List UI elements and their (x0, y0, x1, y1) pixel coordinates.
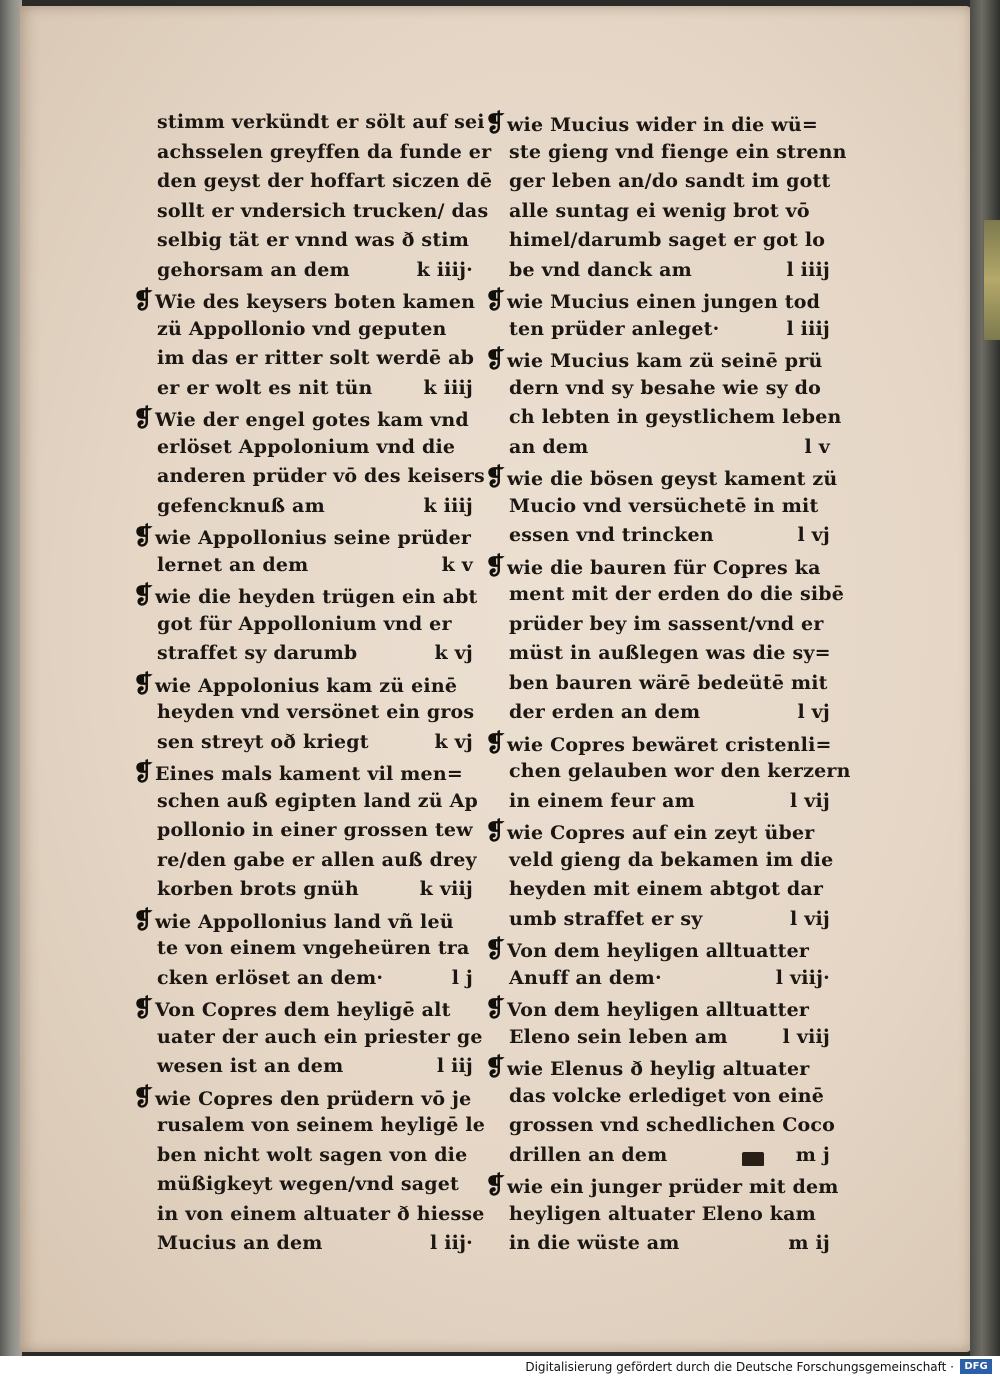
folio-reference: l vij (790, 907, 830, 930)
text-line (133, 256, 473, 286)
folio-reference: l v (804, 435, 830, 458)
text-line (485, 639, 830, 669)
text-line (485, 787, 830, 817)
line-text: dern vnd sy besahe wie sy do (509, 376, 822, 399)
text-line (485, 993, 830, 1023)
line-text: in die wüste am (509, 1232, 680, 1254)
line-text: te von einem vngeheüren tra (157, 937, 470, 959)
text-line (133, 433, 473, 463)
folio-reference: l viij· (775, 966, 830, 989)
line-text: ment mit der erden do die sibē (509, 583, 845, 605)
text-line (485, 492, 830, 522)
text-line (133, 875, 473, 905)
line-text: wie Copres den prüdern vō je (155, 1087, 472, 1110)
text-line (133, 1052, 473, 1082)
line-text: Eines mals kament vil men= (155, 763, 463, 785)
line-text: korben brots gnüh (157, 878, 359, 900)
text-line (485, 403, 842, 433)
text-line (133, 1229, 473, 1259)
text-line (485, 462, 838, 492)
line-text: wie Copres auf ein zeyt über (507, 822, 815, 844)
text-line (133, 698, 473, 728)
text-line (133, 403, 473, 433)
text-line (133, 551, 473, 581)
page-edge (970, 0, 1000, 1356)
pilcrow-icon: ❡ (485, 344, 506, 373)
text-line (133, 462, 485, 492)
text-line (485, 551, 830, 581)
folio-reference: k iiij (423, 494, 473, 517)
line-text: wie Mucius wider in die wü= (507, 114, 818, 136)
line-text: wie Mucius kam zü seinē prü (507, 350, 823, 372)
text-line (485, 138, 847, 168)
pilcrow-icon: ❡ (485, 993, 506, 1022)
text-line (133, 846, 477, 876)
text-line (133, 1200, 485, 1230)
text-line (485, 1141, 830, 1171)
text-line (485, 698, 830, 728)
line-text: wie die heyden trügen ein abt (155, 586, 478, 608)
line-text: Von dem heyligen alltuatter (507, 940, 810, 962)
pilcrow-icon: ❡ (485, 285, 506, 314)
folio-reference: k iiij (423, 376, 473, 399)
text-line (485, 1082, 830, 1112)
line-text: achsselen greyffen da funde er (157, 140, 492, 163)
line-text: Von Copres dem heyligē alt (155, 999, 451, 1021)
line-text: Mucio vnd versüchetē in mit (509, 494, 819, 517)
line-text: himel/darumb saget er got lo (509, 229, 826, 251)
line-text: wie Elenus ð heylig altuater (507, 1058, 810, 1080)
line-text: lernet an dem (157, 553, 309, 576)
folio-reference: m j (795, 1143, 830, 1166)
folio-reference: l iiij (786, 317, 830, 340)
pilcrow-icon: ❡ (485, 816, 506, 845)
line-text: wie ein junger prüder mit dem (507, 1176, 839, 1198)
line-text: heyden mit einem abtgot dar (509, 878, 824, 900)
line-text: stimm verkündt er sölt auf sei (157, 111, 485, 133)
text-line (133, 639, 473, 669)
folio-reference: l iij· (430, 1232, 473, 1254)
pilcrow-icon: ❡ (133, 285, 154, 314)
book-binding (0, 0, 22, 1356)
text-line (485, 580, 845, 610)
line-text: chen gelauben wor den kerzern (509, 760, 851, 782)
text-line (485, 728, 830, 758)
pilcrow-icon: ❡ (133, 580, 154, 609)
line-text: straffet sy darumb (157, 642, 358, 664)
text-line (485, 905, 830, 935)
text-line (133, 905, 473, 935)
line-text: gefencknuß am (157, 494, 325, 517)
text-line (133, 521, 473, 551)
text-line (133, 344, 473, 374)
line-text: müßigkeyt wegen/vnd saget (157, 1173, 460, 1195)
line-text: umb straffet er sy (509, 907, 703, 930)
text-line (485, 846, 834, 876)
line-text: Anuff an dem· (509, 966, 662, 989)
line-text: ten prüder anleget· (509, 317, 720, 340)
folio-reference: m ij (788, 1232, 830, 1254)
line-text: anderen prüder vō des keisers (157, 465, 485, 487)
folio-reference: l j (451, 966, 473, 989)
text-line (485, 1111, 836, 1141)
text-line (485, 610, 830, 640)
text-line (133, 580, 478, 610)
pilcrow-icon: ❡ (485, 550, 506, 580)
text-line (133, 138, 492, 168)
text-line (485, 108, 830, 138)
line-text: Mucius an dem (157, 1232, 323, 1254)
line-text: das volcke erlediget von einē (509, 1084, 825, 1107)
text-line (485, 433, 830, 463)
line-text: wie Mucius einen jungen tod (507, 291, 821, 313)
text-line (133, 669, 473, 699)
text-line (485, 757, 851, 787)
folio-reference: l iiij (786, 258, 830, 281)
text-line (485, 226, 830, 256)
line-text: sollt er vndersich trucken/ das (157, 199, 489, 222)
line-text: ger leben an/do sandt im gott (509, 170, 831, 192)
pilcrow-icon: ❡ (485, 1170, 506, 1199)
text-line (133, 1170, 473, 1200)
line-text: erlöset Appolonium vnd die (157, 435, 456, 458)
line-text: in einem feur am (509, 789, 695, 812)
text-line (485, 669, 830, 699)
line-text: müst in außlegen was die sy= (509, 642, 831, 664)
pilcrow-icon: ❡ (133, 993, 154, 1022)
pilcrow-icon: ❡ (485, 462, 506, 491)
line-text: wie die bauren für Copres ka (507, 556, 821, 579)
line-text: Wie des keysers boten kamen (155, 291, 476, 313)
folio-reference: k viij (419, 878, 473, 900)
text-line (485, 1023, 830, 1053)
pilcrow-icon: ❡ (133, 757, 154, 786)
line-text: der erden an dem (509, 701, 701, 723)
text-line (133, 728, 473, 758)
folio-reference: l vij (790, 789, 830, 812)
text-line (133, 816, 473, 846)
line-text: sen streyt oð kriegt (157, 730, 369, 753)
line-text: rusalem von seinem heyligē le (157, 1114, 486, 1136)
folio-reference: l vj (797, 701, 830, 723)
line-text: wesen ist an dem (157, 1055, 344, 1077)
pilcrow-icon: ❡ (133, 1081, 154, 1111)
text-line (485, 934, 830, 964)
text-line (485, 964, 830, 994)
line-text: zü Appollonio vnd geputen (157, 317, 447, 340)
text-line (485, 197, 830, 227)
text-line (485, 1200, 830, 1230)
text-line (133, 1023, 483, 1053)
text-line (133, 1082, 473, 1112)
footer-credit: Digitalisierung gefördert durch die Deutsche Forschungsgemeinschaft · (525, 1360, 954, 1374)
pilcrow-icon: ❡ (133, 403, 154, 432)
text-line (133, 167, 493, 197)
line-text: Wie der engel gotes kam vnd (155, 409, 469, 431)
text-line (485, 315, 830, 345)
pilcrow-icon: ❡ (485, 727, 506, 757)
line-text: gehorsam an dem (157, 258, 350, 281)
text-line (485, 344, 830, 374)
line-text: wie Appollonius land vñ leü (155, 910, 454, 933)
line-text: got für Appollonium vnd er (157, 612, 452, 635)
line-text: wie die bösen geyst kament zü (507, 468, 838, 490)
line-text: den geyst der hoffart siczen dē (157, 170, 493, 192)
right-text-column (485, 108, 851, 1259)
folio-reference: k vj (434, 730, 473, 753)
pilcrow-icon: ❡ (485, 108, 506, 137)
text-line (133, 285, 476, 315)
pilcrow-icon: ❡ (133, 668, 154, 698)
line-text: im das er ritter solt werdē ab (157, 347, 475, 369)
pilcrow-icon: ❡ (485, 934, 506, 963)
text-line (133, 226, 473, 256)
left-text-column (133, 108, 493, 1259)
folio-reference: l vj (797, 524, 830, 546)
footer-bar (0, 1356, 1000, 1378)
line-text: ch lebten in geystlichem leben (509, 406, 842, 428)
dfg-logo: DFG (960, 1359, 992, 1374)
text-line (485, 1052, 830, 1082)
text-line (133, 787, 479, 817)
folio-reference: l iij (436, 1055, 473, 1077)
folio-reference: k v (441, 553, 473, 576)
text-line (485, 1229, 830, 1259)
line-text: heyden vnd versönet ein gros (157, 701, 475, 723)
text-line (485, 285, 830, 315)
line-text: drillen an dem (509, 1143, 668, 1166)
text-line (133, 993, 473, 1023)
line-text: wie Appolonius kam zü einē (155, 674, 458, 697)
text-line (485, 816, 830, 846)
text-line (485, 256, 830, 286)
text-line (133, 757, 473, 787)
line-text: ben nicht wolt sagen von die (157, 1143, 468, 1166)
line-text: ste gieng vnd fienge ein strenn (509, 140, 847, 163)
line-text: veld gieng da bekamen im die (509, 848, 834, 871)
text-line (485, 875, 830, 905)
line-text: be vnd danck am (509, 258, 692, 281)
text-line (485, 521, 830, 551)
line-text: essen vnd trincken (509, 524, 714, 546)
text-line (485, 1170, 839, 1200)
text-line (133, 610, 473, 640)
line-text: cken erlöset an dem· (157, 966, 384, 989)
line-text: ben bauren wärē bedeütē mit (509, 671, 828, 694)
pilcrow-icon: ❡ (133, 521, 154, 550)
line-text: alle suntag ei wenig brot vō (509, 199, 810, 222)
line-text: grossen vnd schedlichen Coco (509, 1114, 836, 1136)
line-text: in von einem altuater ð hiesse (157, 1202, 485, 1225)
line-text: er er wolt es nit tün (157, 376, 373, 399)
text-line (485, 374, 830, 404)
text-line (485, 167, 830, 197)
text-line (133, 1141, 473, 1171)
line-text: Von dem heyligen alltuatter (507, 999, 810, 1021)
text-line (133, 197, 489, 227)
pilcrow-icon: ❡ (485, 1052, 506, 1081)
line-text: Eleno sein leben am (509, 1025, 728, 1048)
folio-reference: k iiij· (416, 258, 473, 281)
text-line (133, 108, 485, 138)
text-line (133, 934, 473, 964)
text-line (133, 964, 473, 994)
folio-reference: k vj (434, 642, 473, 664)
text-line (133, 315, 473, 345)
line-text: schen auß egipten land zü Ap (157, 789, 479, 812)
line-text: re/den gabe er allen auß drey (157, 848, 477, 871)
line-text: wie Copres bewäret cristenli= (507, 733, 832, 756)
line-text: wie Appollonius seine prüder (155, 527, 472, 549)
text-line (133, 492, 473, 522)
folio-reference: l viij (782, 1025, 830, 1048)
text-line (133, 374, 473, 404)
line-text: heyligen altuater Eleno kam (509, 1202, 816, 1225)
line-text: uater der auch ein priester ge (157, 1025, 483, 1048)
text-line (133, 1111, 486, 1141)
line-text: prüder bey im sassent/vnd er (509, 612, 824, 635)
bookmark-strip (984, 220, 1000, 340)
pilcrow-icon: ❡ (133, 904, 154, 934)
line-text: an dem (509, 435, 589, 458)
line-text: pollonio in einer grossen tew (157, 819, 473, 841)
line-text: selbig tät er vnnd was ð stim (157, 229, 470, 251)
